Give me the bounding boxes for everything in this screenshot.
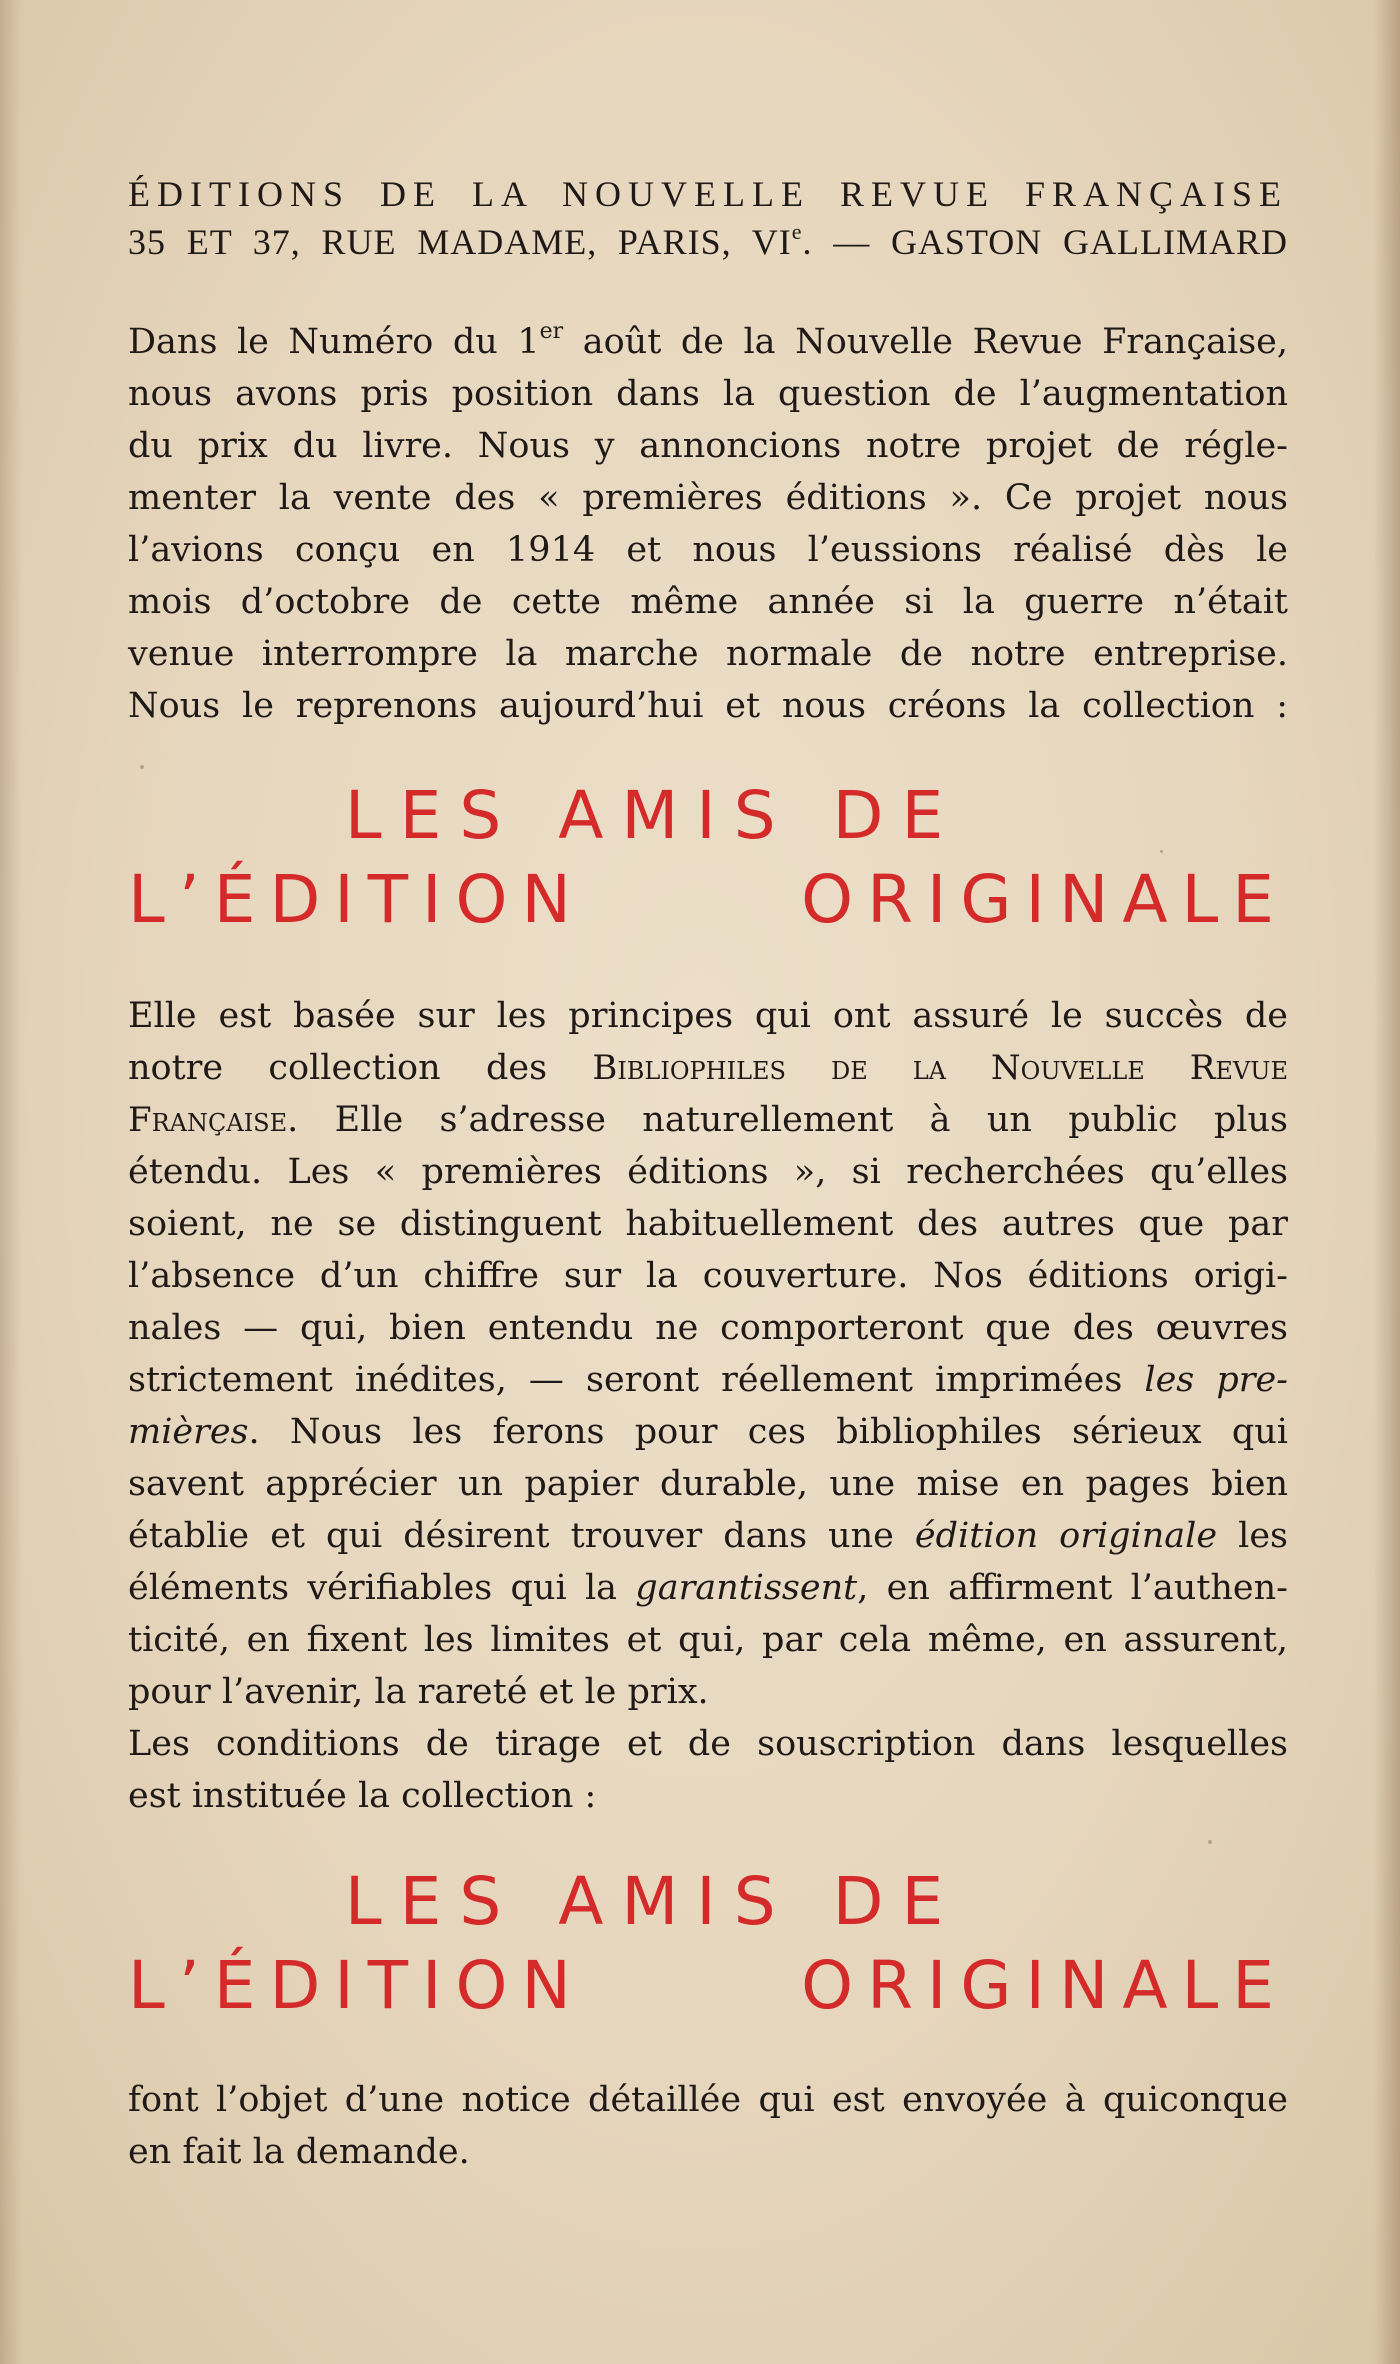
italic-text: les pre- [1144,1360,1288,1400]
text-fragment: Dans le Numéro du 1 [128,322,540,362]
text-line: nales — qui, bien entendu ne comporteront que des œuvres [128,1308,1288,1348]
collection-title [128,774,1288,942]
text-line: nous avons pris position dans la question de l’augmentation [128,374,1288,414]
collection-title-line2: L’ÉDITION ORIGINALE [128,1947,1288,2024]
collection-title-line1: LES AMIS DE [344,777,962,854]
text-line: du prix du livre. Nous y annoncions notre projet de régle- [128,426,1288,466]
collection-title-repeat [128,1860,1288,2028]
text-line: pour l’avenir, la rareté et le prix. [128,1672,709,1712]
text-line: l’avions conçu en 1914 et nous l’eussions réalisé dès le [128,530,1288,570]
publisher-address [128,218,1288,266]
publisher-name: ÉDITIONS DE LA NOUVELLE REVUE FRANÇAISE [128,174,1288,214]
text-fragment: strictement inédites, — seront réellement imprimées [128,1360,1145,1400]
page-content [128,170,1288,2178]
ordinal-superscript: er [539,319,564,345]
text-line: est instituée la collection : [128,1776,597,1816]
text-line: font l’objet d’une notice détaillée qui est envoyée à quiconque [128,2080,1288,2120]
text-fragment: établie et qui désirent trouver dans une [128,1516,915,1556]
text-fragment: éléments vérifiables qui la [128,1568,636,1608]
publisher-editor: . — GASTON GALLIMARD [802,222,1288,262]
text-line: venue interrompre la marche normale de notre entreprise. [128,634,1288,674]
text-line [128,1510,1288,1562]
text-line: Nous le reprenons aujourd’hui et nous créons la collection : [128,686,1288,726]
text-fragment: les [1217,1516,1288,1556]
small-caps-text: Française [128,1100,288,1140]
intro-paragraph [128,316,1288,732]
text-line [128,316,1288,368]
text-line: mois d’octobre de cette même année si la guerre n’était [128,582,1288,622]
text-line: en fait la demande. [128,2132,470,2172]
text-line [128,1094,1288,1146]
text-line: l’absence d’un chiffre sur la couverture. Nos éditions origi- [128,1256,1288,1296]
text-line: ticité, en fixent les limites et qui, par cela même, en assurent, [128,1620,1288,1660]
address-superscript: e [791,219,803,244]
text-fragment: . Nous les ferons pour ces bibliophiles sérieux qui [248,1412,1288,1452]
small-caps-text: Bibliophiles de la Nouvelle Revue [592,1048,1288,1088]
text-fragment: , en affirment l’authen- [857,1568,1289,1608]
principles-paragraph [128,990,1288,1822]
text-line: soient, ne se distinguent habituellement des autres que par [128,1204,1288,1244]
text-fragment: août de la Nouvelle Revue Française, [563,322,1288,362]
collection-title-line2: L’ÉDITION ORIGINALE [128,861,1288,938]
italic-text: édition originale [914,1516,1218,1556]
closing-paragraph [128,2074,1288,2178]
text-fragment: . Elle s’adresse naturellement à un public plus [287,1100,1288,1140]
text-line [128,1562,1288,1614]
text-line: menter la vente des « premières éditions ». Ce projet nous [128,478,1288,518]
text-line [128,1354,1288,1406]
text-fragment: notre collection des [128,1048,593,1088]
text-line [128,1406,1288,1458]
collection-title-line1: LES AMIS DE [344,1863,962,1940]
italic-text: mières [128,1412,249,1452]
text-line [128,1042,1288,1094]
text-line: savent apprécier un papier durable, une mise en pages bien [128,1464,1288,1504]
text-line: Elle est basée sur les principes qui ont assuré le succès de [128,996,1288,1036]
text-line: Les conditions de tirage et de souscription dans lesquelles [128,1724,1288,1764]
italic-text: garantissent [635,1568,858,1608]
text-line: étendu. Les « premières éditions », si recherchées qu’elles [128,1152,1288,1192]
address-text: 35 ET 37, RUE MADAME, PARIS, VI [128,222,792,262]
